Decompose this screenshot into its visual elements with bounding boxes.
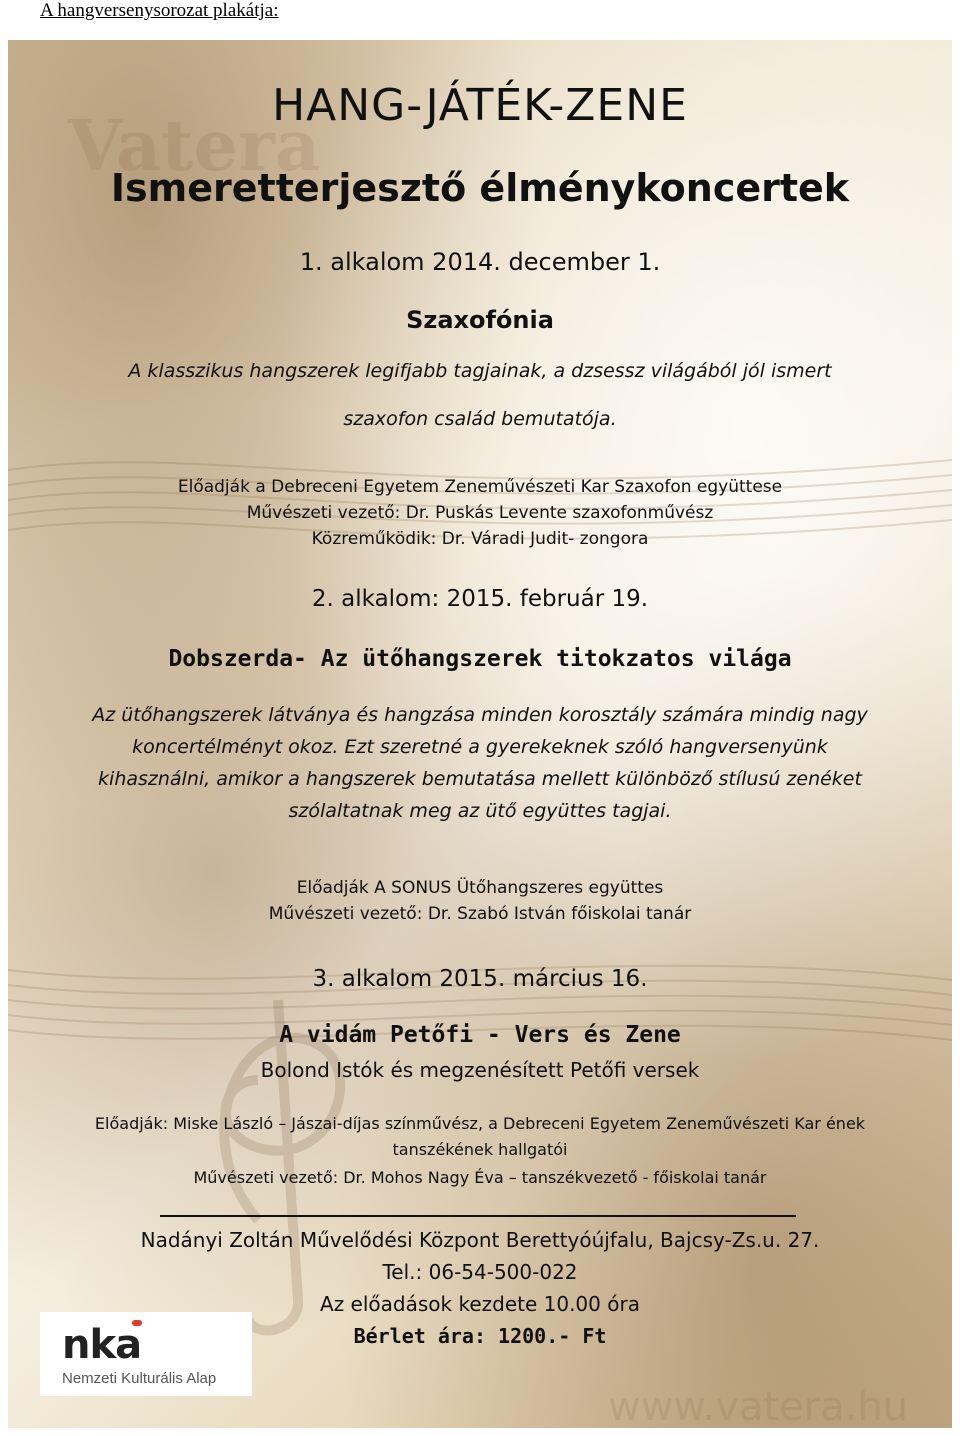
season-ticket-price: Bérlet ára: 1200.- Ft [353,1324,607,1348]
logo-mark: nka [62,1322,142,1368]
event1-guest: Közreműködik: Dr. Váradi Judit- zongora [311,529,649,549]
event1-description-line1: A klasszikus hangszerek legifjabb tagjainak, a dzsessz világából jól ismert [128,360,832,382]
event1-description-line2: szaxofon család bemutatója. [343,408,617,430]
event2-name: Dobszerda- Az ütőhangszerek titokzatos világa [168,646,792,672]
event1-director: Művészeti vezető: Dr. Puskás Levente szaxofonművész [246,503,714,523]
event3-director: Művészeti vezető: Dr. Mohos Nagy Éva – tanszékvezető - főiskolai tanár [193,1168,767,1187]
event2-description-line1: Az ütőhangszerek látványa és hangzása minden korosztály számára mindig nagy [92,704,868,726]
event3-performers-line1: Előadják: Miske László – Jászai-díjas színművész, a Debreceni Egyetem Zeneművészeti Kar ének [94,1114,866,1133]
event3-tagline: Bolond Istók és megzenésített Petőfi versek [260,1058,700,1082]
nka-logo [40,1312,252,1396]
event1-name: Szaxofónia [406,306,554,334]
event1-performers: Előadják a Debreceni Egyetem Zeneművészeti Kar Szaxofon együttese [177,477,783,497]
event3-performers-line2: tanszékének hallgatói [392,1140,568,1159]
venue-phone: Tel.: 06-54-500-022 [382,1260,578,1284]
logo-name: Nemzeti Kulturális Alap [62,1370,217,1387]
event2-description-line2: koncertélményt okoz. Ezt szeretné a gyerekeknek szóló hangversenyünk [132,736,828,758]
event2-performers: Előadják A SONUS Ütőhangszeres együttes [296,878,664,898]
start-time: Az előadások kezdete 10.00 óra [320,1292,640,1316]
poster-subtitle: Ismeretterjesztő élménykoncertek [110,166,850,210]
page-caption: A hangversenysorozat plakátja: [40,0,279,21]
event2-director: Művészeti vezető: Dr. Szabó István főiskolai tanár [268,904,692,924]
footer-divider [160,1215,796,1217]
poster-title: HANG-JÁTÉK-ZENE [272,80,688,131]
venue-address: Nadányi Zoltán Művelődési Központ Berettyóújfalu, Bajcsy-Zs.u. 27. [140,1228,820,1252]
concert-poster [8,40,952,1428]
event3-date: 3. alkalom 2015. március 16. [312,966,648,992]
event2-description-line4: szólaltatnak meg az ütő együttes tagjai. [288,800,672,822]
svg-text:Vatera: Vatera [68,104,321,187]
event1-date: 1. alkalom 2014. december 1. [299,248,661,276]
event3-name: A vidám Petőfi - Vers és Zene [279,1022,681,1048]
svg-text:www.vatera.hu: www.vatera.hu [608,1384,909,1428]
event2-description-line3: kihasználni, amikor a hangszerek bemutatása mellett különböző stílusú zenéket [98,768,862,790]
event2-date: 2. alkalom: 2015. február 19. [311,586,649,612]
